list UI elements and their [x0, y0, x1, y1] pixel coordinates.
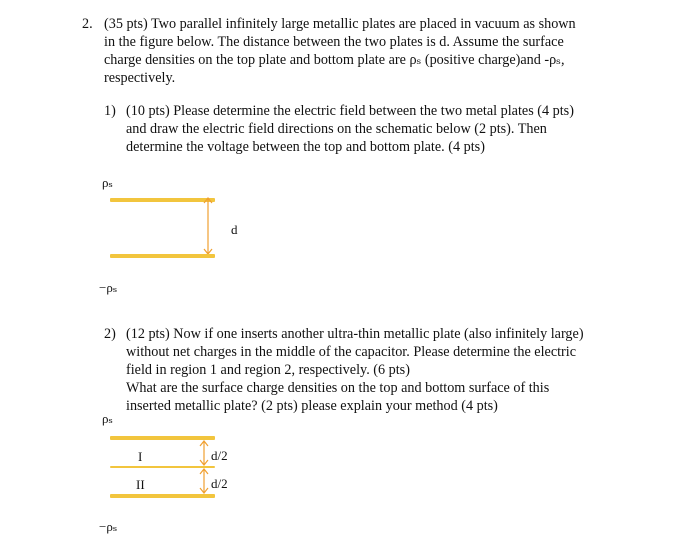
problem-intro-line-3: charge densities on the top plate and bottom plate are ρₛ (positive charge)and -ρₛ, — [104, 52, 565, 68]
fig1-distance-arrow — [203, 196, 213, 256]
fig2-lower-gap-label: d/2 — [211, 476, 228, 491]
part2-line-4: What are the surface charge densities on the top and bottom surface of this — [126, 380, 550, 396]
fig2-bottom-plate — [110, 494, 215, 498]
fig1-bottom-plate — [110, 254, 215, 258]
part2-line-5: inserted metallic plate? (2 pts) please explain your method (4 pts) — [126, 398, 498, 414]
problem-intro-line-1: (35 pts) Two parallel infinitely large metallic plates are placed in vacuum as shown — [104, 16, 576, 32]
part1-line-2: and draw the electric field directions on the schematic below (2 pts). Then — [126, 121, 547, 137]
fig2-top-charge-label: ρₛ — [102, 411, 113, 426]
fig2-region1-label: I — [138, 449, 143, 464]
part2-line-3: field in region 1 and region 2, respectively. (6 pts) — [126, 362, 410, 378]
fig2-region2-label: II — [136, 477, 145, 492]
fig2-upper-gap-arrow — [199, 440, 209, 466]
part2-number: 2) — [104, 326, 116, 342]
fig1-top-plate — [110, 198, 215, 202]
fig1-distance-label: d — [231, 222, 238, 237]
part1-number: 1) — [104, 103, 116, 119]
problem-number: 2. — [82, 16, 93, 32]
part2-line-2: without net charges in the middle of the capacitor. Please determine the electric — [126, 344, 577, 360]
fig2-upper-gap-label: d/2 — [211, 448, 228, 463]
fig2-bottom-charge-label: −ρₛ — [99, 519, 118, 534]
part1-line-3: determine the voltage between the top and bottom plate. (4 pts) — [126, 139, 485, 155]
fig1-top-charge-label: ρₛ — [102, 175, 113, 190]
part1-line-1: (10 pts) Please determine the electric field between the two metal plates (4 pts) — [126, 103, 574, 119]
problem-intro-line-4: respectively. — [104, 70, 176, 86]
fig1-bottom-charge-label: −ρₛ — [99, 280, 118, 295]
problem-intro-line-2: in the figure below. The distance between the two plates is d. Assume the surface — [104, 34, 564, 50]
part2-line-1: (12 pts) Now if one inserts another ultra-thin metallic plate (also infinitely large) — [126, 326, 584, 342]
fig2-lower-gap-arrow — [199, 468, 209, 494]
